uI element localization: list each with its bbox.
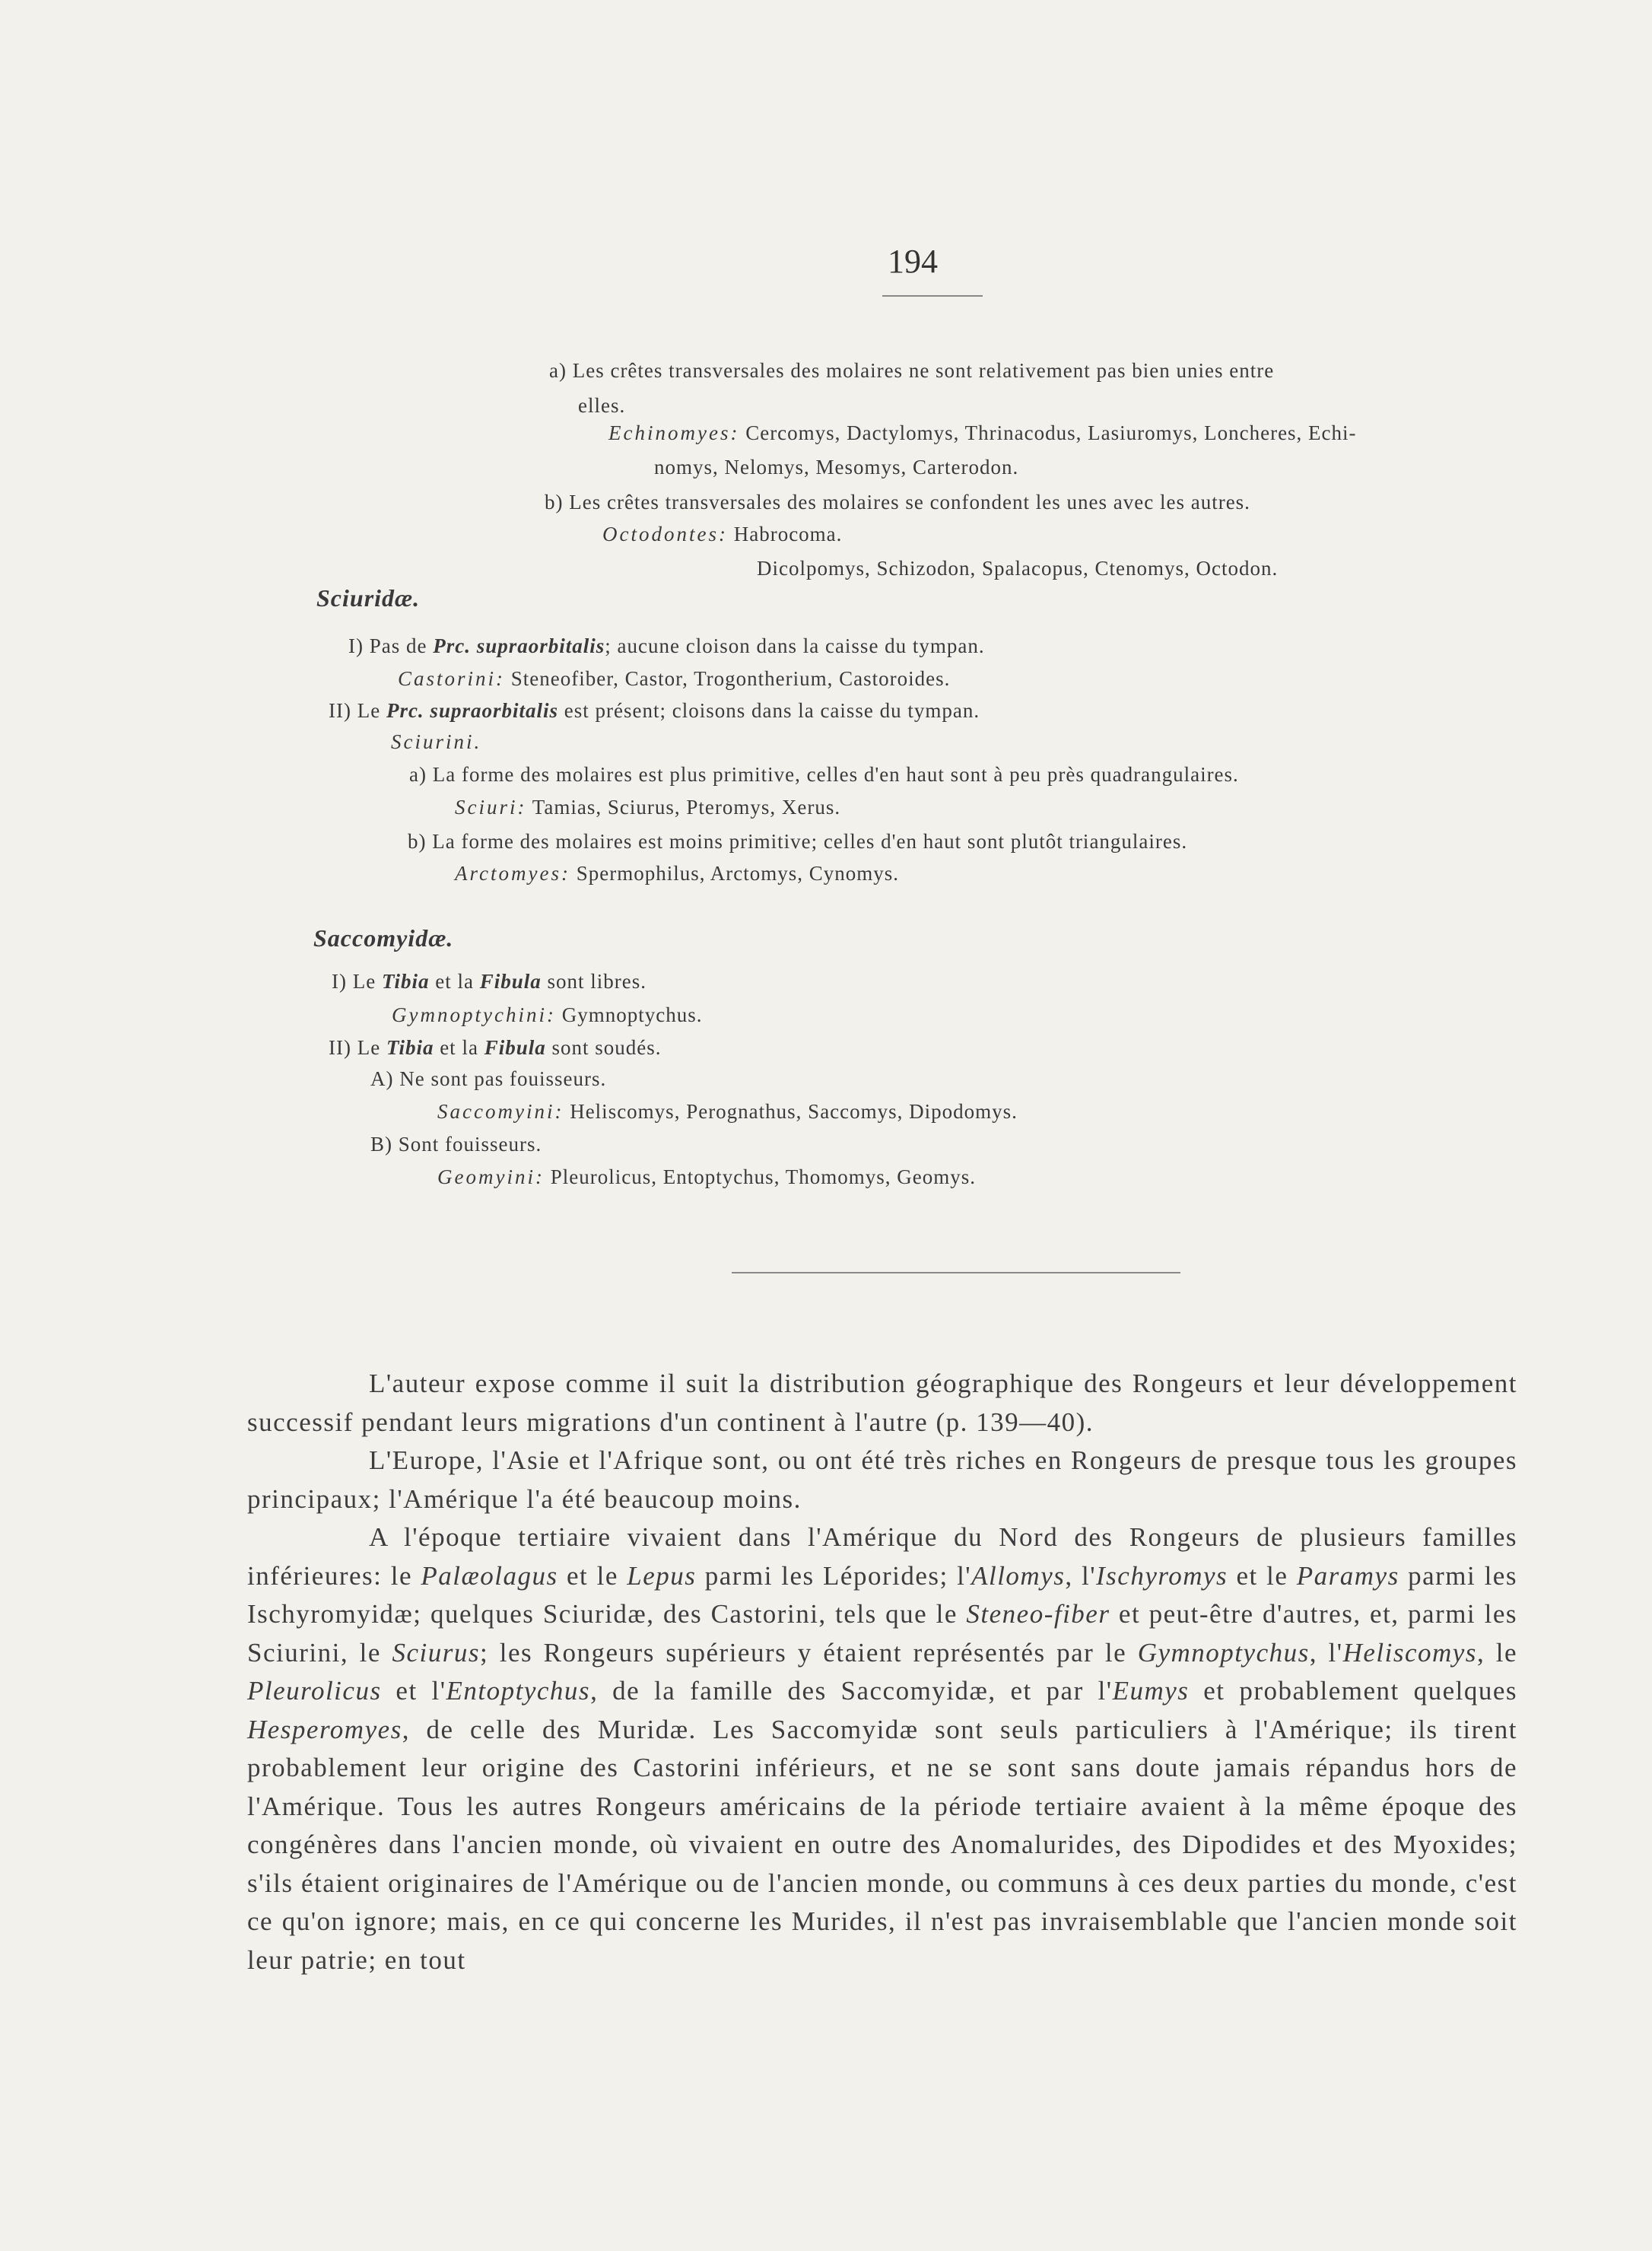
text-run: parmi les Ischyromyidæ; quelques Sciuridæ, des Castorini, tels que le xyxy=(247,1560,1517,1629)
italic-term: Fibula xyxy=(479,970,542,993)
genus-list: Tamias, Sciurus, Pteromys, Xerus. xyxy=(526,796,841,819)
text-run: est présent; cloisons dans la caisse du tympan. xyxy=(558,699,980,722)
text-run: sont libres. xyxy=(541,970,647,993)
text-run: et probablement quelques xyxy=(1189,1676,1517,1706)
saccomyidae-line-5 xyxy=(437,1096,1018,1127)
text-run: I) Pas de xyxy=(348,634,434,657)
genus-name: Eumys xyxy=(1112,1676,1190,1706)
genus-name: Sciurus xyxy=(392,1637,480,1668)
page-number: 194 xyxy=(888,243,938,280)
genus-list: Pleurolicus, Entoptychus, Thomomys, Geomys. xyxy=(544,1165,976,1188)
sciuridae-line-2 xyxy=(398,663,950,694)
tribe-name: Geomyini: xyxy=(437,1165,545,1188)
text-run: et l' xyxy=(381,1676,446,1706)
genus-name: Pleurolicus xyxy=(247,1676,382,1706)
text-run: , le xyxy=(1476,1637,1518,1668)
family-heading-sciuridae: Sciuridæ. xyxy=(316,584,421,612)
genus-name: Allomys xyxy=(971,1560,1066,1591)
tribe-name: Saccomyini: xyxy=(437,1100,564,1123)
genus-list: Cercomys, Dactylomys, Thrinacodus, Lasiuromys, Loncheres, Echi- xyxy=(739,421,1357,444)
italic-term: Fibula xyxy=(484,1036,546,1059)
genus-name: Ischyromys xyxy=(1096,1560,1228,1591)
text-run: , l' xyxy=(1309,1637,1343,1668)
italic-term: Tibia xyxy=(386,1036,434,1059)
italic-term: Prc. supraorbitalis xyxy=(386,699,558,722)
saccomyidae-line-4: A) Ne sont pas fouisseurs. xyxy=(370,1067,607,1090)
genus-list: Steneofiber, Castor, Trogontherium, Castoroides. xyxy=(505,667,951,690)
key-line-3 xyxy=(608,418,1357,448)
sciuridae-line-1 xyxy=(348,631,985,661)
text-run: et peut-être d'autres, et, parmi les Sciurini, le xyxy=(247,1599,1517,1668)
italic-term: Tibia xyxy=(381,970,430,993)
key-line-6 xyxy=(602,519,842,549)
genus-name: Hesperomyes xyxy=(247,1714,402,1744)
text-run: I) Le xyxy=(332,970,382,993)
sciuridae-line-8 xyxy=(455,858,899,889)
tribe-name: Octodontes: xyxy=(602,523,728,545)
page-number-rule xyxy=(882,295,983,297)
text-run: ; les Rongeurs supérieurs y étaient représentés par le xyxy=(479,1637,1138,1668)
key-line-4: nomys, Nelomys, Mesomys, Carterodon. xyxy=(654,456,1019,478)
text-run: , l' xyxy=(1065,1560,1097,1591)
key-line-2: elles. xyxy=(578,394,626,417)
text-run: et le xyxy=(558,1560,627,1591)
tribe-name: Castorini: xyxy=(398,667,506,690)
saccomyidae-line-6: B) Sont fouisseurs. xyxy=(370,1133,542,1156)
sciuridae-line-6 xyxy=(455,792,840,822)
sciuridae-line-5: a) La forme des molaires est plus primitive, celles d'en haut sont à peu près quadrangulaires. xyxy=(409,763,1239,786)
genus-name: Paramys xyxy=(1296,1560,1399,1591)
tribe-name: Echinomyes: xyxy=(608,421,740,444)
paragraph-1: L'auteur expose comme il suit la distribution géographique des Rongeurs et leur développement successif pendant leurs migrations d'un continent à l'autre (p. 139—40). xyxy=(247,1369,1517,1437)
genus-list: Gymnoptychus. xyxy=(555,1003,703,1026)
sciuridae-line-3 xyxy=(329,695,980,726)
key-line-1: a) Les crêtes transversales des molaires ne sont relativement pas bien unies entre xyxy=(549,359,1275,382)
text-run: parmi les Léporides; l' xyxy=(696,1560,972,1591)
genus-name: Heliscomys xyxy=(1342,1637,1477,1668)
text-run: et le xyxy=(1228,1560,1297,1591)
text-run: II) Le xyxy=(329,699,386,722)
section-divider xyxy=(732,1272,1180,1273)
text-run: A l'époque tertiaire vivaient dans l'Amérique du Nord des Rongeurs de plusieurs familles inférieures: le xyxy=(247,1522,1517,1591)
text-run: et la xyxy=(429,970,480,993)
text-run: ; aucune cloison dans la caisse du tympan. xyxy=(605,634,985,657)
genus-list: Spermophilus, Arctomys, Cynomys. xyxy=(570,862,899,885)
sciuridae-line-7: b) La forme des molaires est moins primitive; celles d'en haut sont plutôt triangulaires. xyxy=(408,830,1188,853)
genus-list: Heliscomys, Perognathus, Saccomys, Dipodomys. xyxy=(564,1100,1018,1123)
text-run: , de la famille des Saccomyidæ, et par l' xyxy=(590,1676,1113,1706)
paragraph-3 xyxy=(247,1518,1517,1979)
italic-term: Prc. supraorbitalis xyxy=(433,634,605,657)
tribe-name: Arctomyes: xyxy=(455,862,570,885)
genus-name: Palæolagus xyxy=(421,1560,558,1591)
genus-name: Gymnoptychus xyxy=(1137,1637,1310,1668)
saccomyidae-line-7 xyxy=(437,1162,976,1192)
paragraph-2: L'Europe, l'Asie et l'Afrique sont, ou ont été très riches en Rongeurs de presque tous les groupes principaux; l'Amérique l'a été beaucoup moins. xyxy=(247,1445,1517,1514)
saccomyidae-line-2 xyxy=(392,1000,702,1030)
text-run: , de celle des Muridæ. Les Saccomyidæ sont seuls particuliers à l'Amérique; ils tirent probablement leur origine des Castorini inférieurs, et ne se sont sans doute jamais répandus hors de l'Amérique. Tous les autres Rongeurs américains de la période tertiaire avaient à la même époque des congénères dans l'ancien monde, où vivaient en outre des Anomalurides, des Dipodides et des Myoxides; s'ils étaient originaires de l'Amérique ou de l'ancien monde, ou communs à ces deux parties du monde, c'est ce qu'on ignore; mais, en ce qui concerne les Murides, il n'est pas invraisemblable que l'ancien monde soit leur patrie; en tout xyxy=(247,1714,1517,1975)
family-heading-saccomyidae: Saccomyidæ. xyxy=(313,924,454,952)
text-run: II) Le xyxy=(329,1036,386,1059)
key-line-5: b) Les crêtes transversales des molaires se confondent les unes avec les autres. xyxy=(545,491,1250,513)
genus-name: Lepus xyxy=(627,1560,697,1591)
genus-name: Entoptychus xyxy=(446,1676,591,1706)
key-line-7: Dicolpomys, Schizodon, Spalacopus, Ctenomys, Octodon. xyxy=(757,557,1279,580)
genus-list: Habrocoma. xyxy=(727,523,843,545)
text-run: sont soudés. xyxy=(545,1036,662,1059)
tribe-name: Sciuri: xyxy=(455,796,527,819)
tribe-name: Gymnoptychini: xyxy=(392,1003,556,1026)
sciuridae-line-4: Sciurini. xyxy=(391,730,482,753)
text-run: et la xyxy=(434,1036,484,1059)
genus-name: Steneo-fiber xyxy=(966,1599,1110,1629)
saccomyidae-line-3 xyxy=(329,1032,661,1063)
saccomyidae-line-1 xyxy=(332,966,647,997)
